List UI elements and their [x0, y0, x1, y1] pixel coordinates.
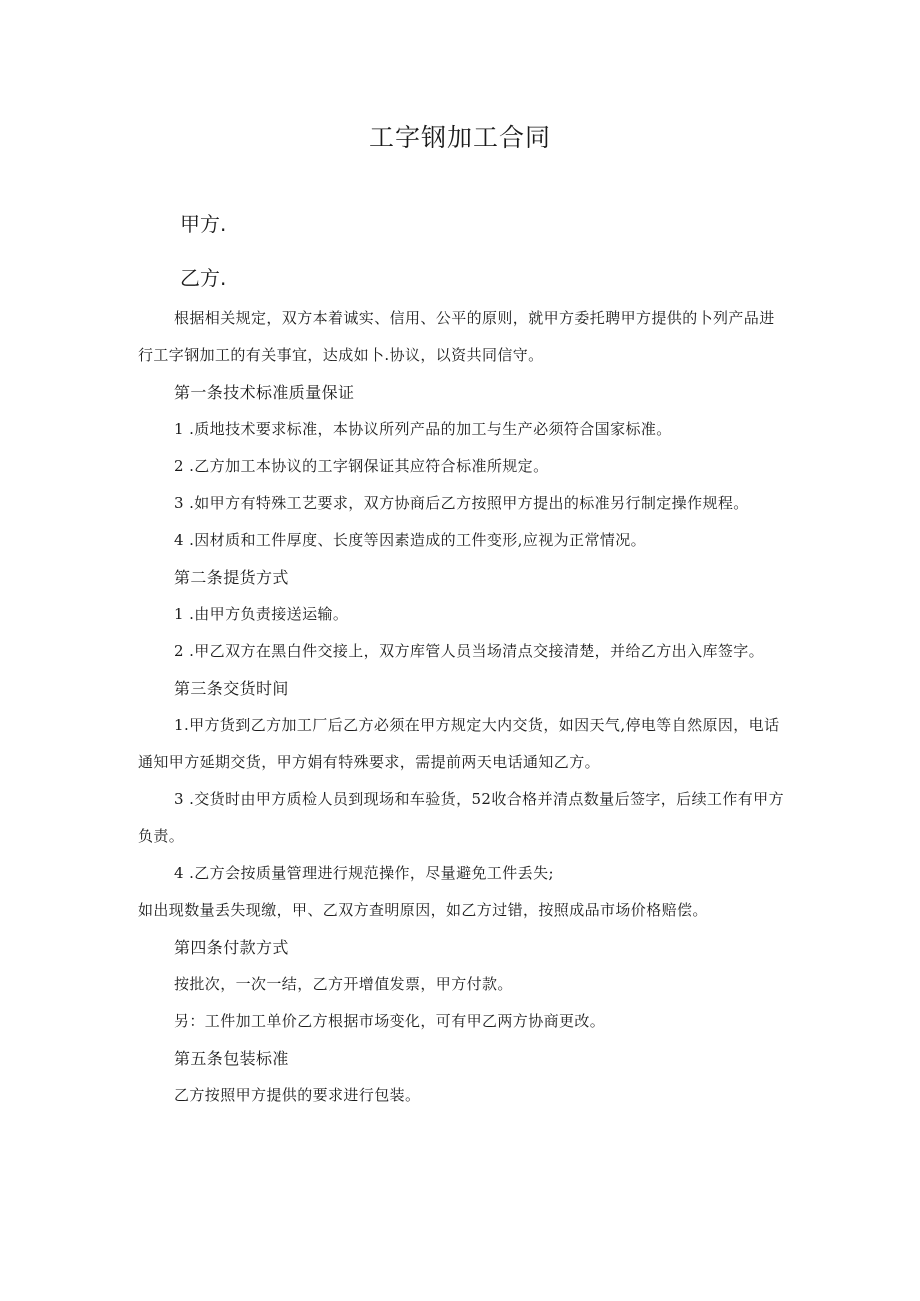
intro-paragraph: 根据相关规定，双方本着诚实、信用、公平的原则，就甲方委托聘甲方提供的卜列产品进行工字钢加工的有关事宜，达成如卜.协议，以资共同信守。: [138, 309, 775, 364]
clause-paragraph: 1.甲方货到乙方加工厂后乙方必须在甲方规定大内交货，如因天气,停电等自然原因，电话通知甲方延期交货，甲方娟有特殊要求，需提前两天电话通知乙方。: [138, 716, 780, 771]
clause-paragraph: 4 .乙方会按质量管理进行规范操作，尽量避免工件丢失;: [174, 864, 554, 882]
clause-paragraph: 乙方按照甲方提供的要求进行包装。: [174, 1086, 421, 1104]
contract-body: [138, 300, 788, 1114]
clause-paragraph: 1 .质地技术要求标准，本协议所列产品的加工与生产必须符合国家标准。: [174, 420, 672, 438]
party-b-label: 乙方.: [180, 266, 227, 290]
section-heading: 第四条付款方式: [174, 938, 289, 957]
clause-paragraph: 按批次，一次一结，乙方开增值发票，甲方付款。: [174, 975, 513, 993]
clause-paragraph: 另：工件加工单价乙方根据市场变化，可有甲乙两方协商更改。: [174, 1012, 606, 1030]
clause-paragraph: 2 .甲乙双方在黑白件交接上，双方库管人员当场清点交接清楚，并给乙方出入库签字。: [174, 642, 765, 660]
party-a-label: 甲方.: [180, 212, 227, 236]
clause-paragraph: 3 .如甲方有特殊工艺要求，双方协商后乙方按照甲方提出的标准另行制定操作规程。: [174, 494, 749, 512]
clause-note: 如出现数量丢失现缴，甲、乙双方查明原因，如乙方过错，按照成品市场价格赔偿。: [138, 901, 708, 919]
section-heading: 第一条技术标准质量保证: [174, 383, 355, 402]
section-heading: 第五条包装标准: [174, 1049, 289, 1068]
clause-paragraph: 4 .因材质和工件厚度、长度等因素造成的工件变形,应视为正常情况。: [174, 531, 647, 549]
clause-paragraph: 1 .由甲方负责接送运输。: [174, 605, 349, 623]
section-heading: 第二条提货方式: [174, 568, 289, 587]
clause-paragraph: 3 .交货时由甲方质检人员到现场和车验货，52收合格并清点数量后签字，后续工作有甲方负责。: [138, 790, 784, 845]
clause-paragraph: 2 .乙方加工本协议的工字钢保证其应符合标准所规定。: [174, 457, 549, 475]
section-heading: 第三条交货时间: [174, 679, 289, 698]
document-title: 工字钢加工合同: [368, 123, 551, 152]
